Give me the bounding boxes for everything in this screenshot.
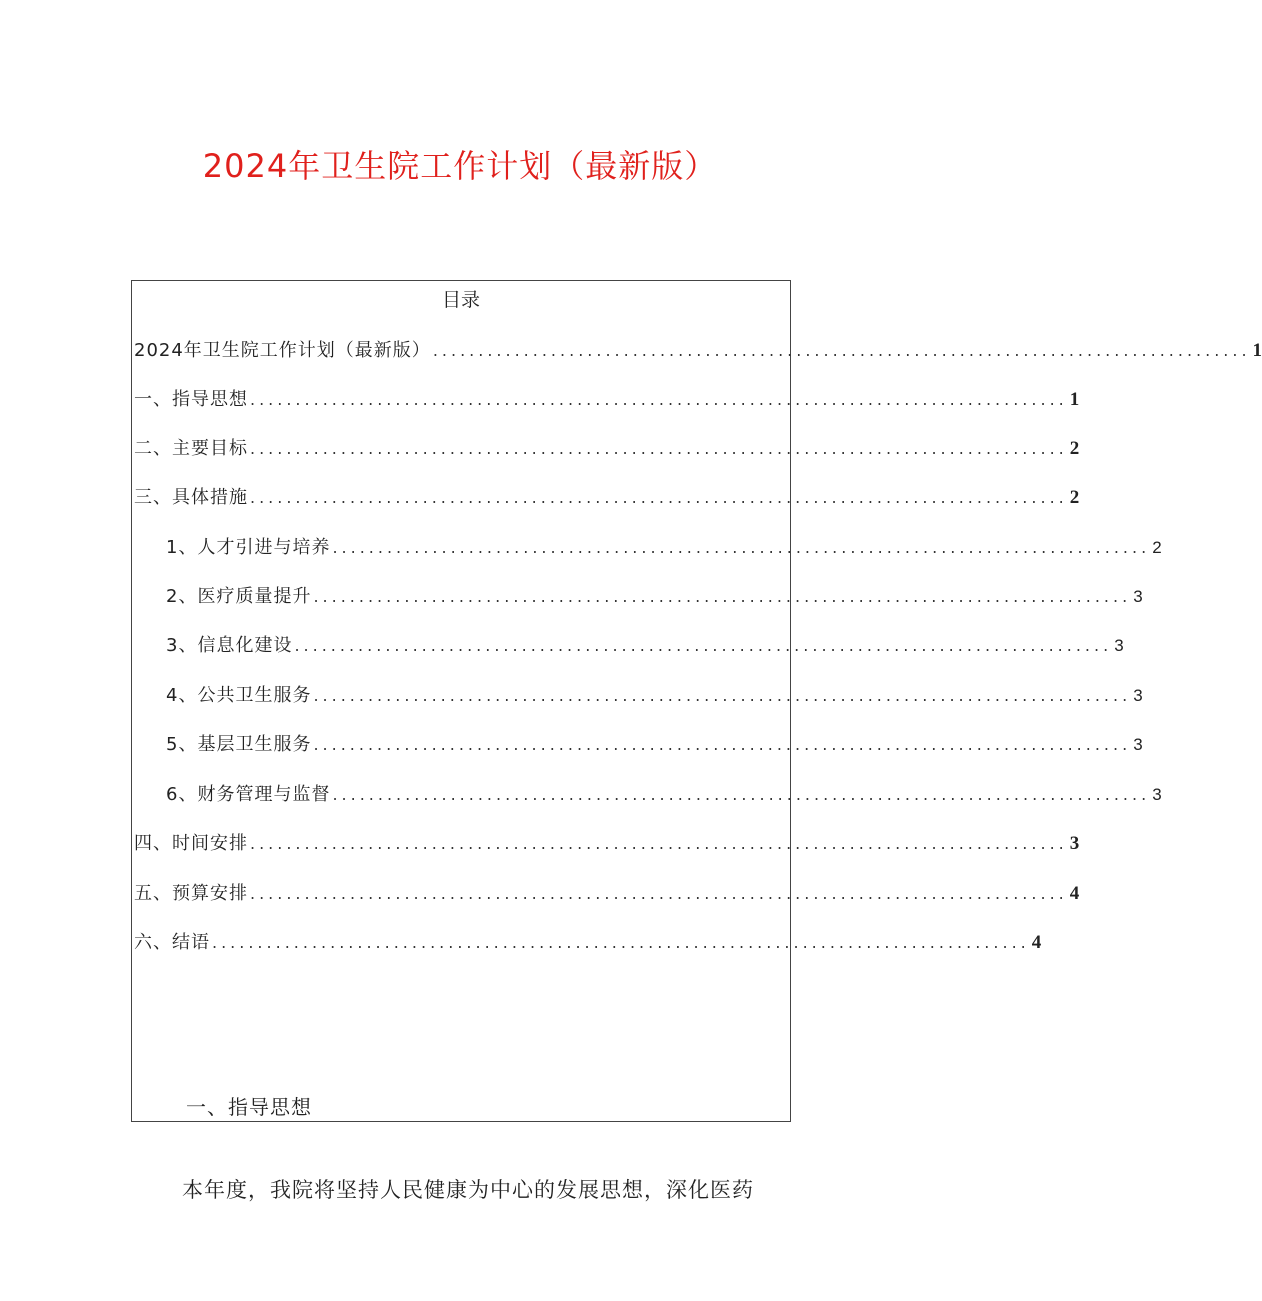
table-of-contents — [131, 280, 1262, 1122]
toc-leader-dots: .......................................................................................... — [250, 390, 1068, 409]
toc-entry-primary-health[interactable] — [166, 729, 1143, 757]
toc-entry-page: 3 — [1114, 636, 1124, 655]
toc-leader-dots: .......................................................................................... — [332, 538, 1151, 557]
toc-entry-specific-measures[interactable] — [134, 482, 1080, 510]
body-paragraph: 本年度，我院将坚持人民健康为中心的发展思想，深化医药 — [182, 1178, 754, 1202]
toc-entry-label: 六、结语 — [134, 932, 210, 953]
toc-entry-label: 6、财务管理与监督 — [166, 784, 331, 805]
toc-entry-label: 1、人才引进与培养 — [166, 537, 331, 558]
section-heading: 一、指导思想 — [186, 1095, 312, 1119]
toc-heading: 目录 — [441, 289, 480, 311]
toc-entry-conclusion[interactable] — [134, 927, 1042, 955]
toc-leader-dots: .......................................................................................... — [250, 884, 1068, 903]
toc-entry-page: 4 — [1069, 883, 1080, 904]
toc-leader-dots: .......................................................................................... — [250, 439, 1068, 458]
toc-leader-dots: .......................................................................................... — [250, 834, 1068, 853]
toc-entry-label: 五、预算安排 — [134, 883, 248, 904]
toc-entry-page: 1 — [1069, 389, 1080, 410]
toc-entry-page: 2 — [1069, 487, 1080, 508]
toc-leader-dots: .......................................................................................... — [250, 488, 1068, 507]
toc-leader-dots: .......................................................................................... — [313, 587, 1132, 606]
toc-entry-talent[interactable] — [166, 532, 1162, 560]
toc-entry-label: 2024年卫生院工作计划（最新版） — [134, 340, 431, 361]
toc-entry-label: 4、公共卫生服务 — [166, 685, 312, 706]
document-title: 2024年卫生院工作计划（最新版） — [202, 147, 718, 185]
toc-entry-label: 一、指导思想 — [134, 389, 248, 410]
toc-leader-dots: .......................................................................................... — [212, 933, 1030, 952]
toc-entry-label: 3、信息化建设 — [166, 635, 293, 656]
toc-entry-main-goals[interactable] — [134, 433, 1080, 461]
toc-entry-budget[interactable] — [134, 878, 1080, 906]
toc-entry-label: 二、主要目标 — [134, 438, 248, 459]
toc-entry-page: 3 — [1133, 587, 1143, 606]
toc-entry-page: 2 — [1152, 538, 1162, 557]
toc-entry-page: 4 — [1031, 932, 1042, 953]
toc-entry-medical-quality[interactable] — [166, 581, 1143, 609]
toc-entry-title[interactable] — [134, 335, 1262, 363]
toc-entry-page: 3 — [1152, 785, 1162, 804]
toc-entry-page: 3 — [1133, 686, 1143, 705]
toc-entry-label: 三、具体措施 — [134, 487, 248, 508]
toc-leader-dots: .......................................................................................... — [313, 735, 1132, 754]
toc-leader-dots: .......................................................................................... — [313, 686, 1132, 705]
toc-leader-dots: .......................................................................................... — [432, 341, 1251, 360]
toc-entry-schedule[interactable] — [134, 828, 1080, 856]
toc-entry-label: 四、时间安排 — [134, 833, 248, 854]
toc-leader-dots: .......................................................................................... — [332, 785, 1151, 804]
toc-entry-page: 3 — [1069, 833, 1080, 854]
toc-entry-finance[interactable] — [166, 779, 1162, 807]
toc-entry-page: 3 — [1133, 735, 1143, 754]
toc-entry-public-health[interactable] — [166, 680, 1143, 708]
toc-entry-guiding-ideology[interactable] — [134, 384, 1080, 412]
toc-entry-label: 2、医疗质量提升 — [166, 586, 312, 607]
toc-entry-page: 1 — [1252, 340, 1262, 361]
toc-entry-label: 5、基层卫生服务 — [166, 734, 312, 755]
toc-entry-page: 2 — [1069, 438, 1080, 459]
toc-entry-informatization[interactable] — [166, 630, 1124, 658]
toc-leader-dots: .......................................................................................... — [294, 636, 1113, 655]
